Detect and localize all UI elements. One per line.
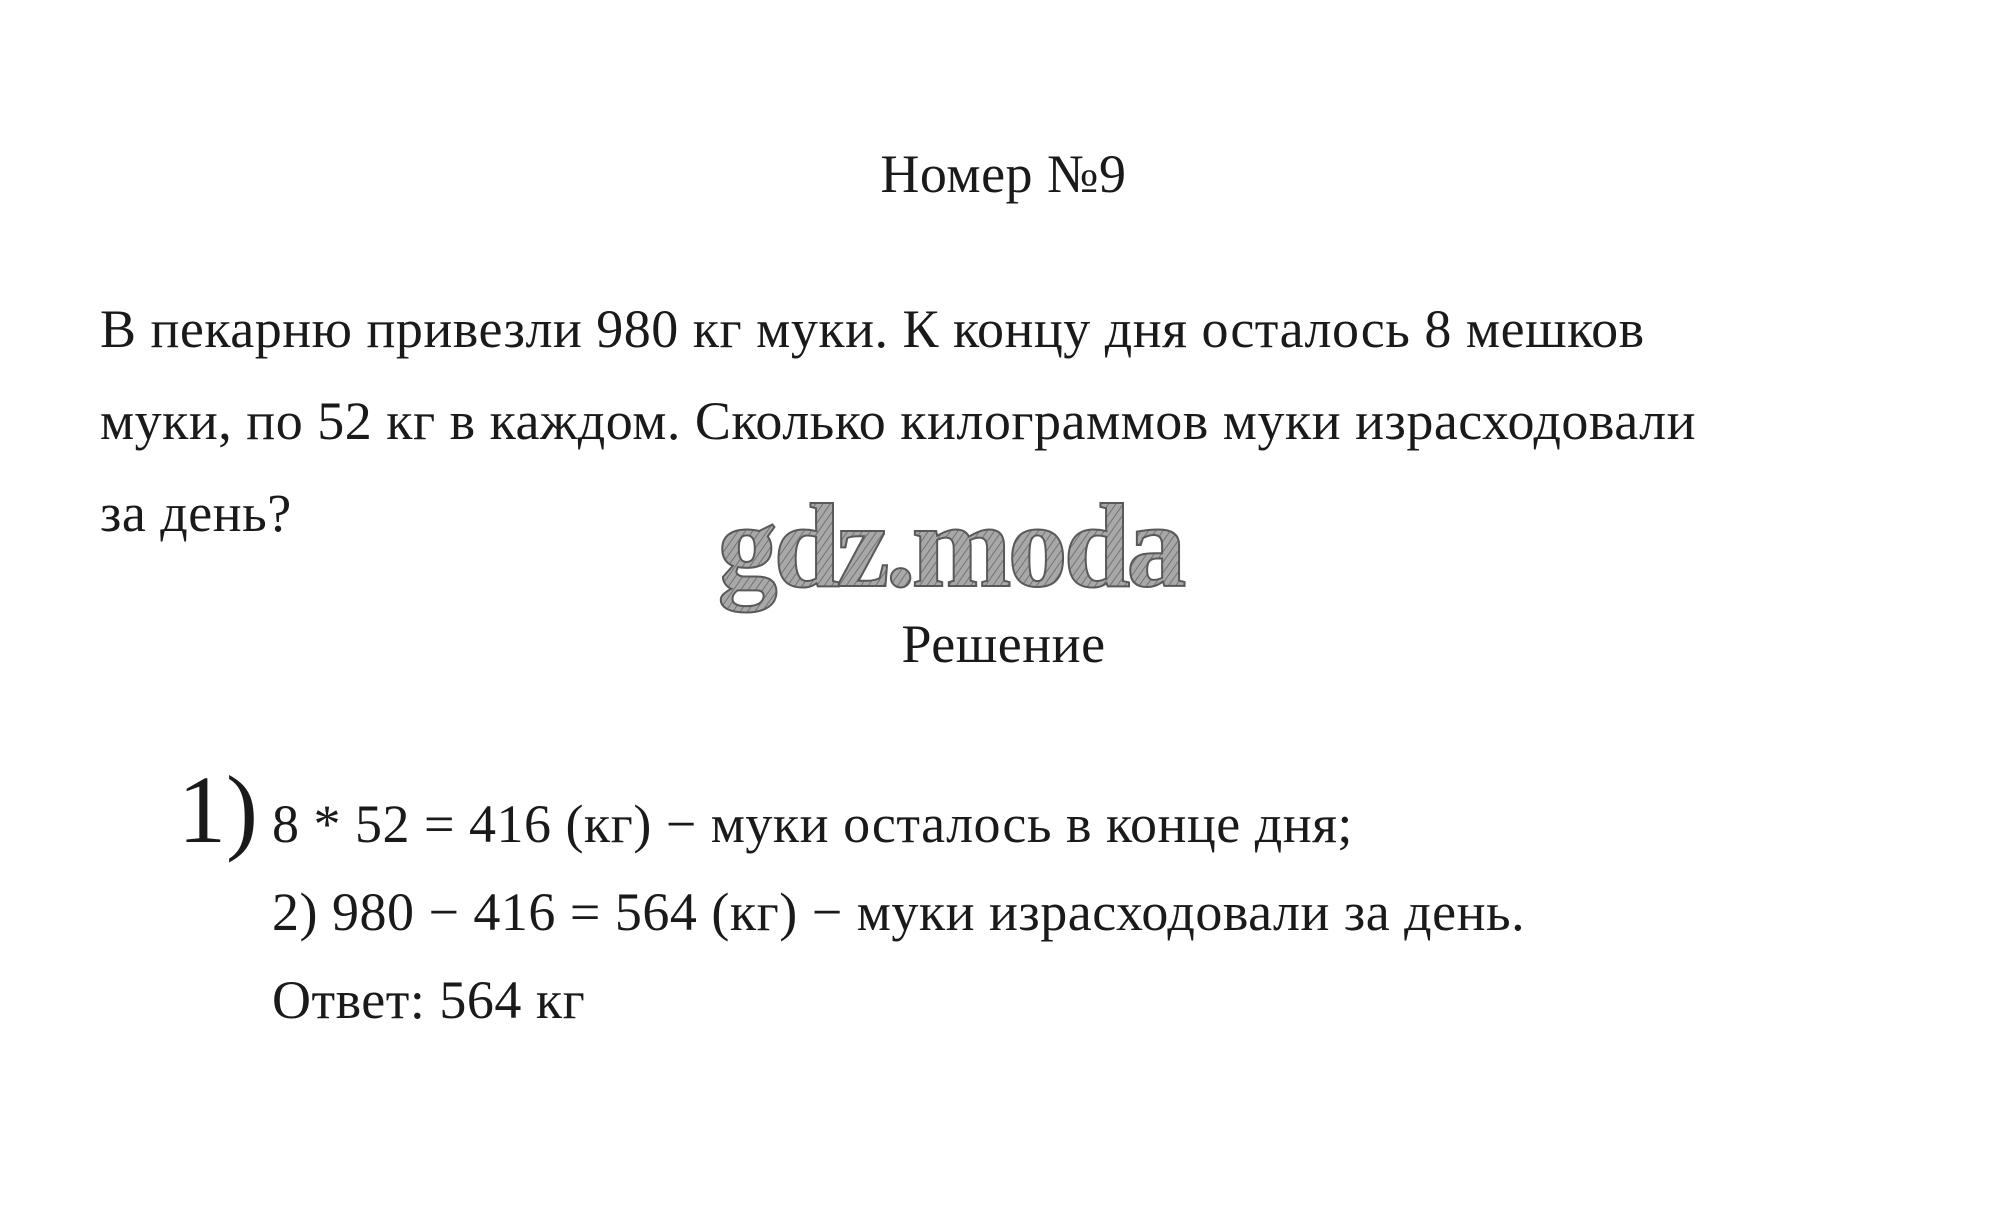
solution-step-2: 2) 980 − 416 = 564 (кг) − муки израсходовали за день. <box>272 882 1526 942</box>
problem-line: муки, по 52 кг в каждом. Сколько килограммов муки израсходовали <box>100 391 1696 451</box>
solution-step-1: 8 * 52 = 416 (кг) − муки осталось в конце дня; <box>272 794 1353 854</box>
watermark-logo <box>665 488 1235 628</box>
problem-line: за день? <box>100 483 292 543</box>
solution-heading: Решение <box>901 614 1106 674</box>
problem-line: В пекарню привезли 980 кг муки. К концу дня осталось 8 мешков <box>100 299 1645 359</box>
step-1-number: 1) <box>178 756 258 863</box>
watermark-text: gdz.moda <box>717 488 1183 612</box>
page-title: Номер №9 <box>880 144 1127 204</box>
answer-line: Ответ: 564 кг <box>272 970 586 1030</box>
